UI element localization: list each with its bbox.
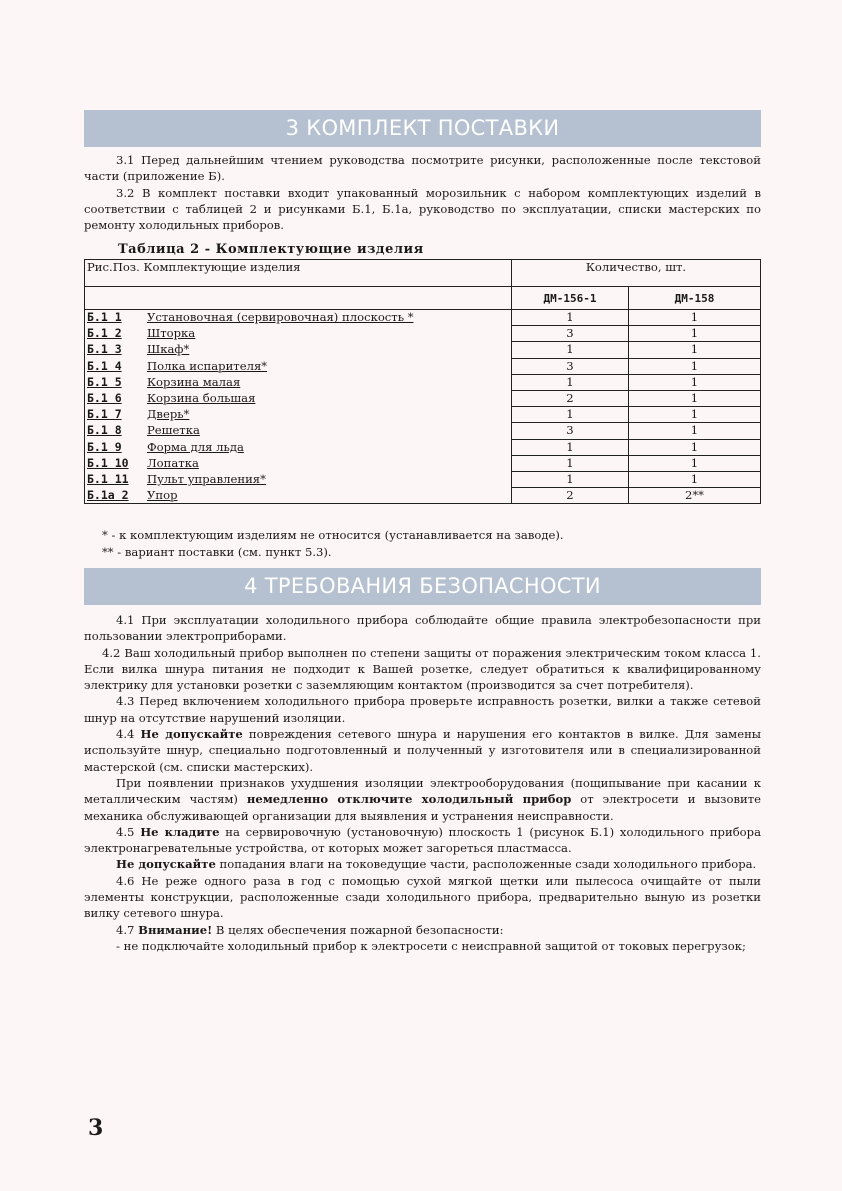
item-cell [85,455,512,471]
qty-a: 1 [512,471,629,487]
qty-a: 3 [512,326,629,342]
table-row [85,358,761,374]
paragraph-4-4 [84,726,761,775]
item-position: Б.1 10 [87,455,129,470]
item-name: Шкаф* [147,342,190,357]
p44-bold: Не допускайте [140,727,243,742]
item-position: Б.1 8 [87,423,122,438]
paragraph-4-2: 4.2 Ваш холодильный прибор выполнен по степени защиты от поражения электрическим током класса 1. Если вилка шнура питания не подходит к Вашей розетке, следует обратиться к квалифицированному электрику для установки розетки с заземляющим контактом (производится за счет потребителя). [84,645,761,693]
item-cell [85,488,512,504]
p44b-end: от электросети и вызовите механика обслуживающей организации для выявления и устранения неисправности. [84,792,761,823]
p45b-rest: попадания влаги на токоведущие части, расположенные сзади холодильного прибора. [219,857,757,872]
table-row [85,423,761,439]
item-name: Корзина большая [147,391,256,406]
item-cell [85,471,512,487]
qty-a: 1 [512,310,629,326]
table-row [85,390,761,406]
qty-a: 2 [512,390,629,406]
item-position: Б.1 9 [87,439,122,454]
p45-rest: на сервировочную (установочную) плоскость 1 (рисунок Б.1) холодильного прибора электронагревательные устройства, от которых может загореться пластмасса. [84,824,761,856]
table-row [85,439,761,455]
item-position: Б.1 5 [87,374,122,389]
header-left: Рис.Поз. Комплектующие изделия [85,260,512,287]
item-name: Лопатка [147,455,199,470]
qty-b: 1 [629,439,761,455]
item-name: Дверь* [147,407,190,422]
table-row [85,310,761,326]
paragraph-4-5 [84,824,761,857]
paragraph-4-5b [84,856,761,872]
item-cell [85,423,512,439]
paragraph-4-3: 4.3 Перед включением холодильного прибора проверьте исправность розетки, вилки а также сетевой шнур на отсутствие нарушений изоляции. [84,694,761,725]
page-number: 3 [88,1115,104,1141]
item-name: Упор [147,487,178,502]
item-position: Б.1а 2 [87,487,129,502]
paragraph-4-7-item: - не подключайте холодильный прибор к электросети с неисправной защитой от токовых перегрузок; [116,938,746,953]
table-row [85,488,761,504]
p47-number: 4.7 [116,922,135,937]
qty-b: 1 [629,407,761,423]
qty-a: 3 [512,358,629,374]
qty-a: 1 [512,439,629,455]
table-caption: Таблица 2 - Комплектующие изделия [118,242,424,257]
qty-b: 1 [629,471,761,487]
item-cell [85,439,512,455]
item-name: Корзина малая [147,374,241,389]
p45-bold: Не кладите [140,824,220,839]
qty-b: 1 [629,423,761,439]
qty-b: 1 [629,310,761,326]
table-row [85,455,761,471]
table-row [85,326,761,342]
qty-b: 1 [629,455,761,471]
qty-b: 1 [629,358,761,374]
item-cell [85,326,512,342]
item-name: Полка испарителя* [147,358,268,373]
section-4-banner: 4 ТРЕБОВАНИЯ БЕЗОПАСНОСТИ [84,568,761,605]
item-cell [85,358,512,374]
p45-number: 4.5 [116,824,135,839]
item-name: Пульт управления* [147,471,266,486]
paragraph-3-2: 3.2 В комплект поставки входит упакованный морозильник с набором комплектующих изделий в соответствии с таблицей 2 и рисунками Б.1, Б.1а, руководство по эксплуатации, списки мастерских по ремонту холодильных приборов. [84,185,761,233]
table-row [85,342,761,358]
p47-bold: Внимание! [138,922,213,937]
p45b-bold: Не допускайте [116,857,216,872]
item-position: Б.1 2 [87,326,122,341]
paragraph-4-6: 4.6 Не реже одного раза в год с помощью сухой мягкой щетки или пылесоса очищайте от пыли элементы конструкции, расположенные сзади холодильного прибора, предварительно выную из розетки вилку сетевого шнура. [84,873,761,921]
p44-number: 4.4 [116,727,135,742]
item-cell [85,310,512,326]
note-double-star: ** - вариант поставки (см. пункт 5.3). [102,545,332,559]
item-name: Решетка [147,423,200,438]
col-a-header: ДМ-156-1 [512,287,629,310]
item-cell [85,374,512,390]
table-row [85,374,761,390]
item-cell [85,407,512,423]
p44-rest: повреждения сетевого шнура и нарушения его контактов в вилке. Для замены используйте шнур, специально подготовленный и полученный у изготовителя или в специализированной мастерской (см. списки мастерских). [84,727,762,774]
item-position: Б.1 1 [87,310,122,325]
paragraph-3-1: 3.1 Перед дальнейшим чтением руководства посмотрите рисунки, расположенные после текстовой части (приложение Б). [84,153,761,184]
paragraph-4-4b [84,775,761,824]
paragraph-4-7 [84,922,761,938]
item-name: Шторка [147,326,196,341]
qty-a: 1 [512,374,629,390]
item-position: Б.1 4 [87,358,122,373]
qty-a: 1 [512,455,629,471]
qty-a: 1 [512,342,629,358]
table-row [85,407,761,423]
item-position: Б.1 7 [87,407,122,422]
item-name: Форма для льда [147,439,244,454]
section-3-text [84,152,761,233]
table-notes [102,527,564,561]
item-name: Установочная (сервировочная) плоскость * [147,310,414,325]
table-row [85,471,761,487]
p47-rest: В целях обеспечения пожарной безопасности: [215,922,504,937]
section-3-banner: 3 КОМПЛЕКТ ПОСТАВКИ [84,110,761,147]
p44b-start: При появлении признаков ухудшения изоляции электрооборудования (пощипывание при касании к металлическим частям) [84,775,761,807]
components-table [84,259,761,504]
qty-b: 2** [629,488,761,504]
qty-b: 1 [629,374,761,390]
item-position: Б.1 6 [87,391,122,406]
qty-a: 3 [512,423,629,439]
item-position: Б.1 11 [87,471,129,486]
item-cell [85,342,512,358]
qty-a: 1 [512,407,629,423]
section-4-text [84,612,761,954]
qty-b: 1 [629,390,761,406]
item-position: Б.1 3 [87,342,122,357]
paragraph-4-1: 4.1 При эксплуатации холодильного прибора соблюдайте общие правила электробезопасности при пользовании электроприборами. [84,613,761,644]
qty-b: 1 [629,326,761,342]
item-cell [85,390,512,406]
header-quantity: Количество, шт. [512,260,761,287]
p44b-bold: немедленно отключите холодильный прибор [246,792,572,807]
qty-b: 1 [629,342,761,358]
qty-a: 2 [512,488,629,504]
col-b-header: ДМ-158 [629,287,761,310]
note-single-star: * - к комплектующим изделиям не относится (устанавливается на заводе). [102,528,564,542]
